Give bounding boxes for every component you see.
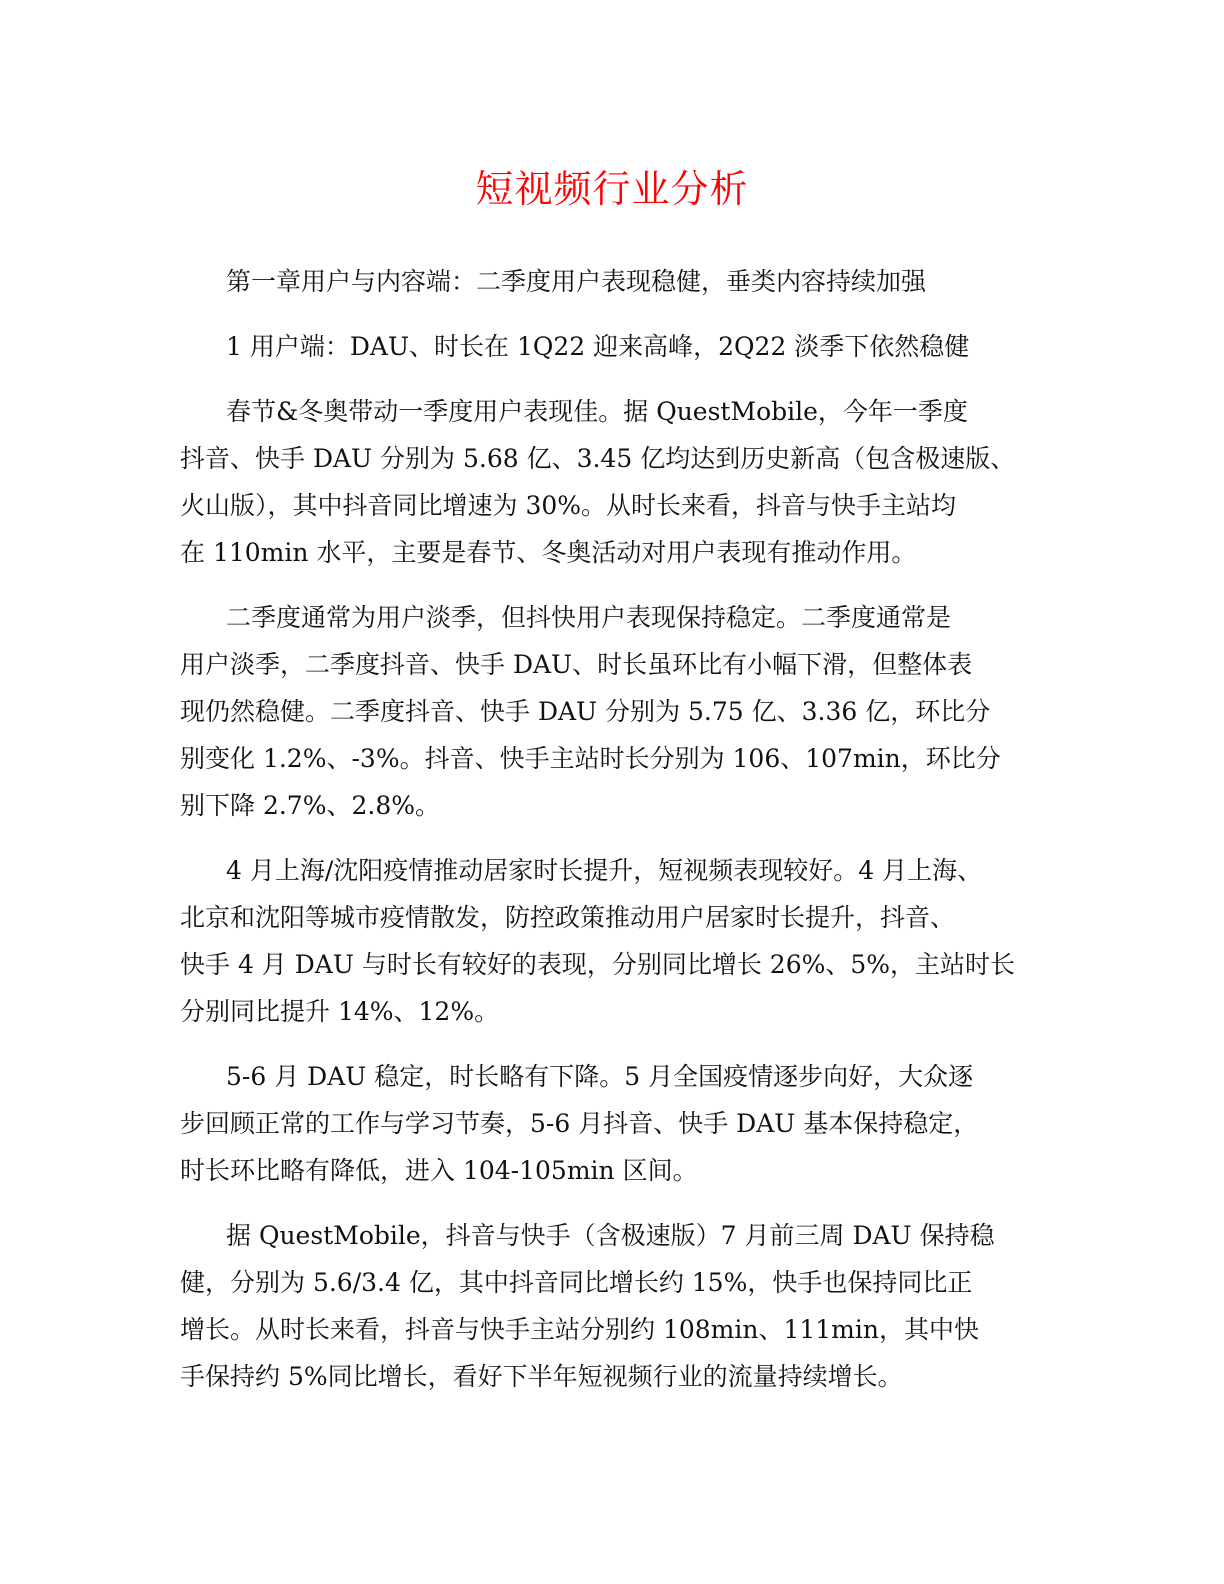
paragraph-line: 用户淡季，二季度抖音、快手 DAU、时长虽环比有小幅下滑，但整体表 [180,650,973,679]
paragraph-line: 别下降 2.7%、2.8%。 [180,791,440,820]
paragraph-2 [180,594,1050,829]
paragraph-line: 健，分别为 5.6/3.4 亿，其中抖音同比增长约 15%，快手也保持同比正 [180,1268,973,1297]
paragraph-line: 快手 4 月 DAU 与时长有较好的表现，分别同比增长 26%、5%，主站时长 [180,950,1016,979]
paragraph-line: 5-6 月 DAU 稳定，时长略有下降。5 月全国疫情逐步向好，大众逐 [226,1062,974,1091]
document-body [180,258,1050,1418]
document-title: 短视频行业分析 [475,167,749,211]
paragraph-line: 4 月上海/沈阳疫情推动居家时长提升，短视频表现较好。4 月上海、 [226,856,983,885]
paragraph-1 [180,388,1050,576]
paragraph-3 [180,847,1050,1035]
paragraph-line: 据 QuestMobile，抖音与快手（含极速版）7 月前三周 DAU 保持稳 [226,1221,995,1250]
section-heading: 1 用户端：DAU、时长在 1Q22 迎来高峰，2Q22 淡季下依然稳健 [226,332,970,361]
paragraph-line: 二季度通常为用户淡季，但抖快用户表现保持稳定。二季度通常是 [226,603,952,632]
paragraph-line: 春节&冬奥带动一季度用户表现佳。据 QuestMobile，今年一季度 [226,397,968,426]
paragraph-line: 火山版），其中抖音同比增速为 30%。从时长来看，抖音与快手主站均 [180,491,957,520]
paragraph-line: 抖音、快手 DAU 分别为 5.68 亿、3.45 亿均达到历史新高（包含极速版、 [180,444,1016,473]
paragraph-line: 时长环比略有降低，进入 104-105min 区间。 [180,1156,698,1185]
paragraph-line: 别变化 1.2%、-3%。抖音、快手主站时长分别为 106、107min，环比分 [180,744,1001,773]
paragraph-line: 增长。从时长来看，抖音与快手主站分别约 108min、111min，其中快 [180,1315,979,1344]
paragraph-line: 步回顾正常的工作与学习节奏，5-6 月抖音、快手 DAU 基本保持稳定， [180,1109,979,1138]
paragraph-line: 北京和沈阳等城市疫情散发，防控政策推动用户居家时长提升，抖音、 [180,903,956,932]
paragraph-line: 分别同比提升 14%、12%。 [180,997,500,1026]
paragraph-5 [180,1212,1050,1400]
paragraph-line: 在 110min 水平，主要是春节、冬奥活动对用户表现有推动作用。 [180,538,917,567]
paragraph-4 [180,1053,1050,1194]
paragraph-line: 手保持约 5%同比增长，看好下半年短视频行业的流量持续增长。 [180,1362,903,1391]
paragraph-line: 现仍然稳健。二季度抖音、快手 DAU 分别为 5.75 亿、3.36 亿，环比分 [180,697,991,726]
chapter-heading: 第一章用户与内容端：二季度用户表现稳健，垂类内容持续加强 [226,267,927,296]
